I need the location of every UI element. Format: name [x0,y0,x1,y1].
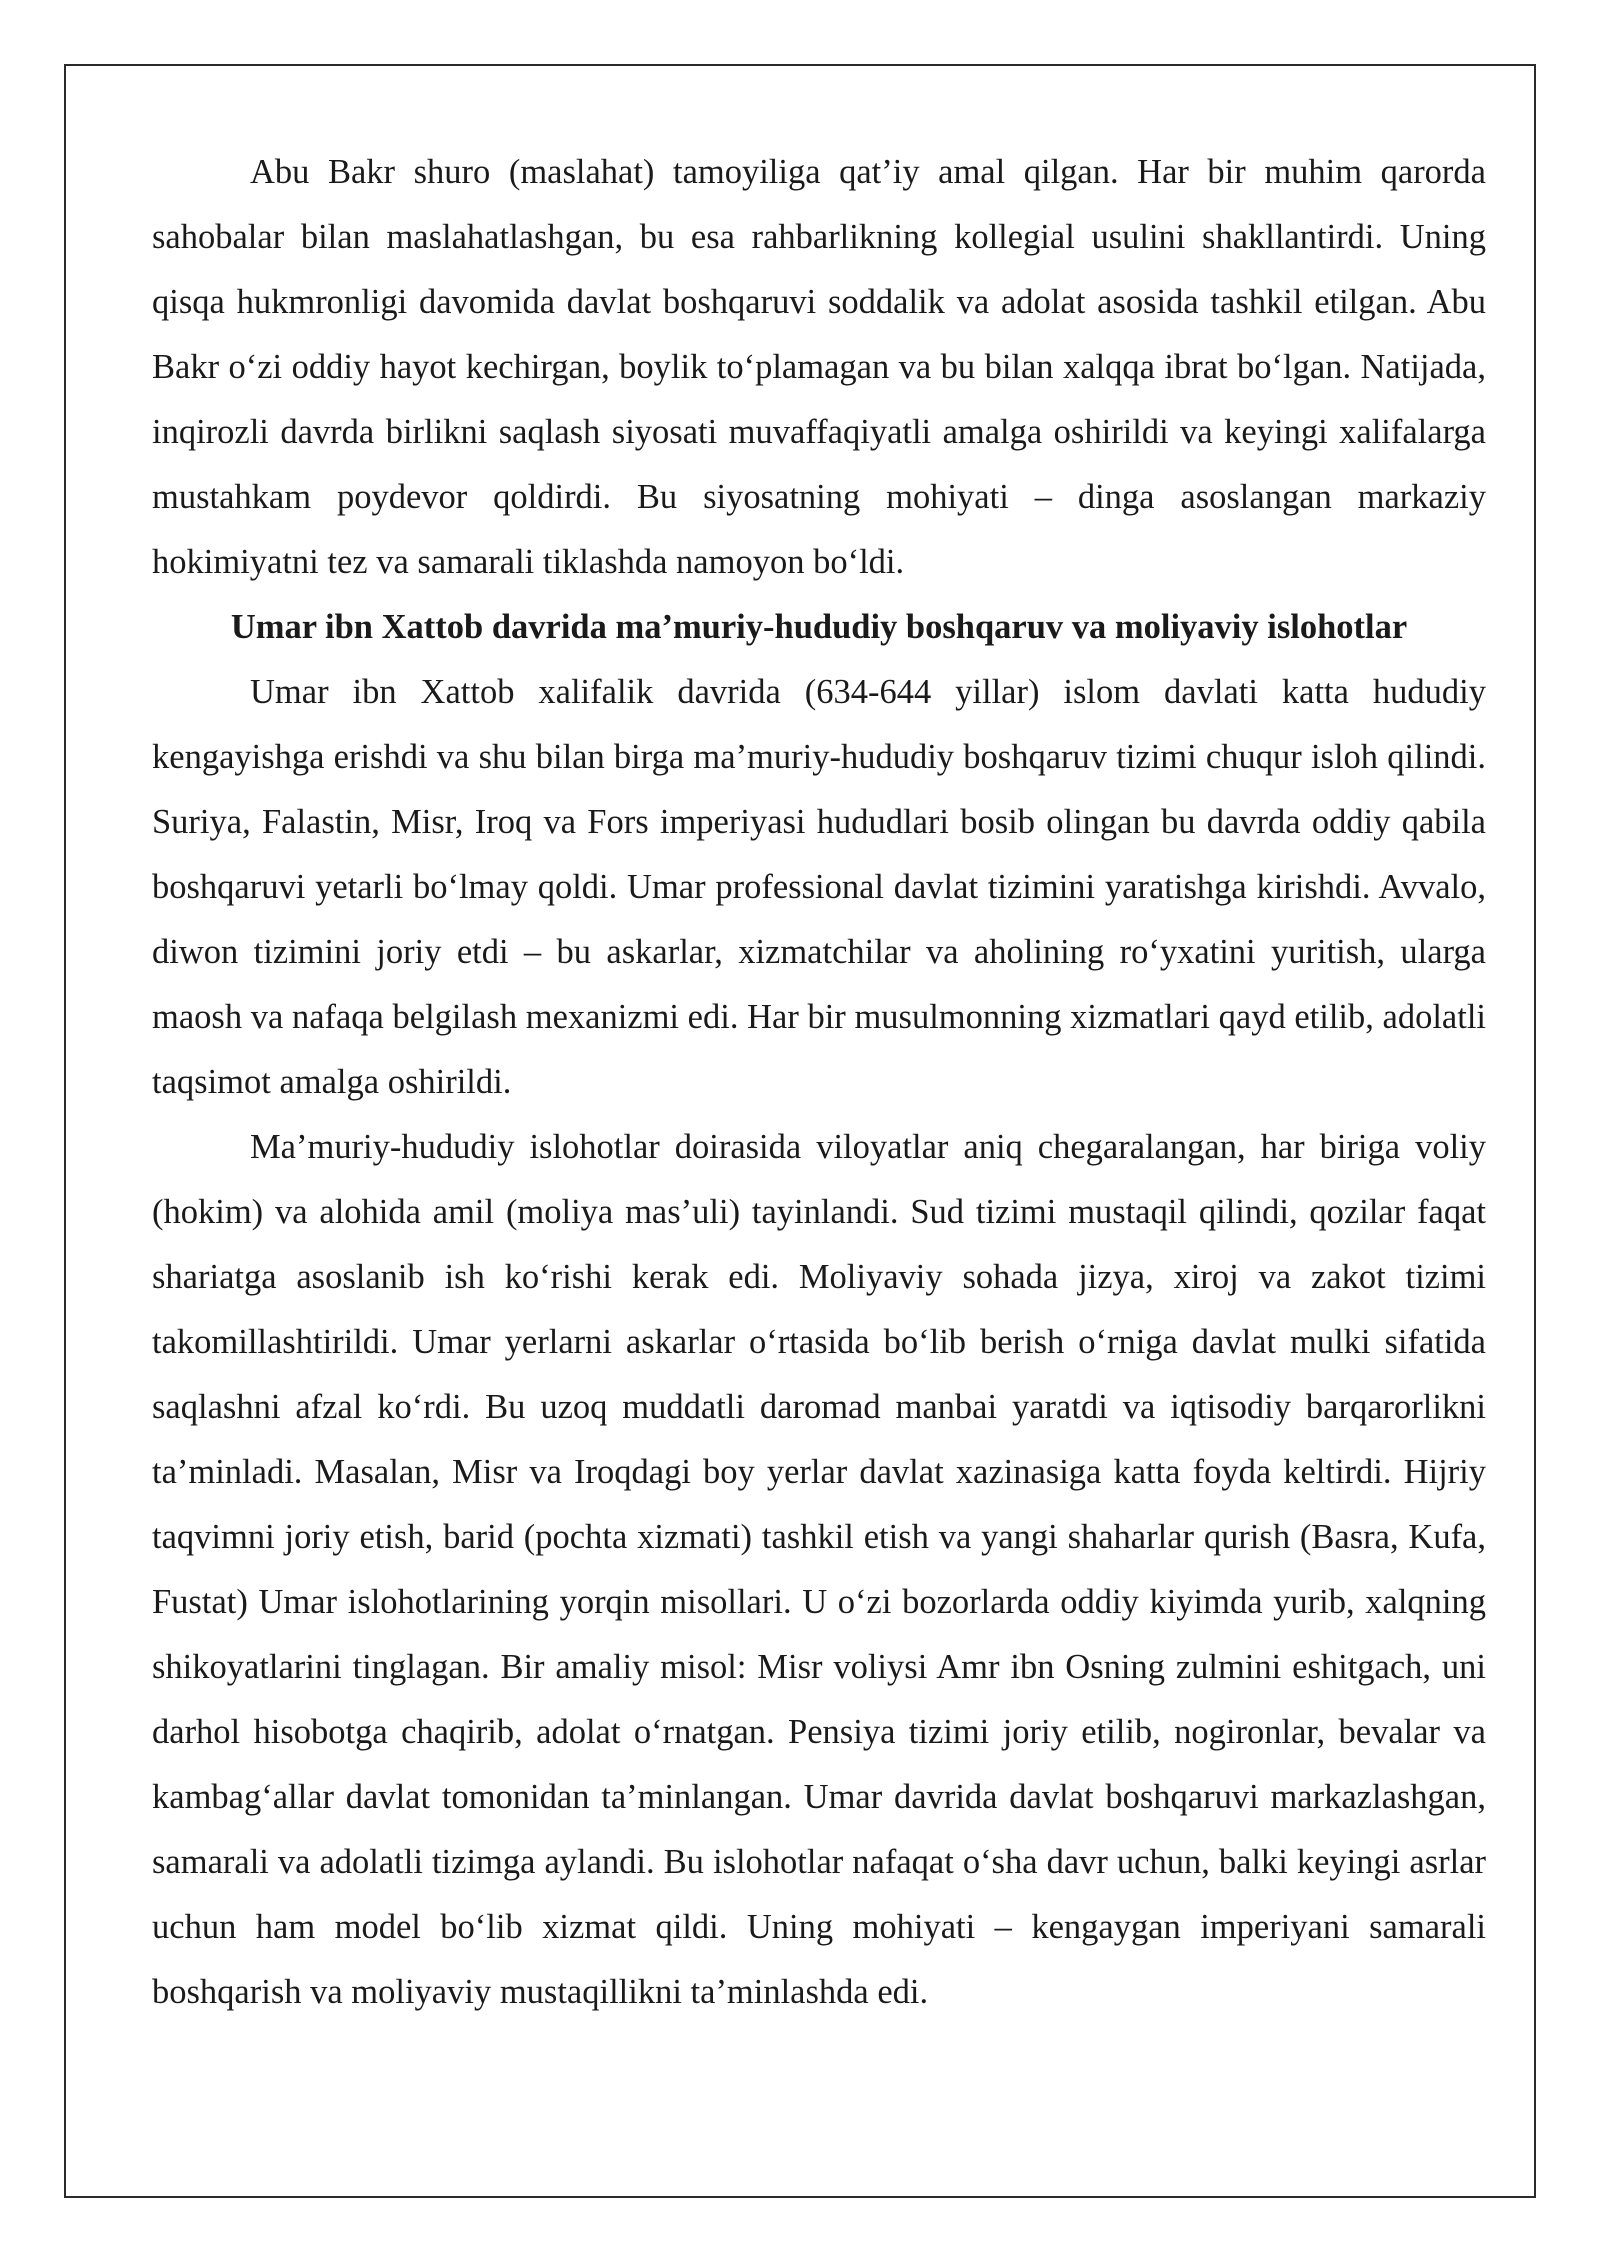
document-body [152,140,1486,2025]
paragraph-umar-intro: Umar ibn Xattob xalifalik davrida (634-644 yillar) islom davlati katta hududiy kengayishga erishdi va shu bilan birga ma’muriy-hududiy boshqaruv tizimi chuqur isloh qilindi. Suriya, Falastin, Misr, Iroq va Fors imperiyasi hududlari bosib olingan bu davrda oddiy qabila boshqaruvi yetarli bo‘lmay qoldi. Umar professional davlat tizimini yaratishga kirishdi. Avvalo, diwon tizimini joriy etdi – bu askarlar, xizmatchilar va aholining ro‘yxatini yuritish, ularga maosh va nafaqa belgilash mexanizmi edi. Har bir musulmonning xizmatlari qayd etilib, adolatli taqsimot amalga oshirildi. [152,673,1486,1101]
paragraph-abu-bakr: Abu Bakr shuro (maslahat) tamoyiliga qat’iy amal qilgan. Har bir muhim qarorda sahobalar bilan maslahatlashgan, bu esa rahbarlikning kollegial usulini shakllantirdi. Uning qisqa hukmronligi davomida davlat boshqaruvi soddalik va adolat asosida tashkil etilgan. Abu Bakr o‘zi oddiy hayot kechirgan, boylik to‘plamagan va bu bilan xalqqa ibrat bo‘lgan. Natijada, inqirozli davrda birlikni saqlash siyosati muvaffaqiyatli amalga oshirildi va keyingi xalifalarga mustahkam poydevor qoldirdi. Bu siyosatning mohiyati – dinga asoslangan markaziy hokimiyatni tez va samarali tiklashda namoyon bo‘ldi. [152,153,1486,581]
section-heading: Umar ibn Xattob davrida ma’muriy-hududiy boshqaruv va moliyaviy islohotlar [230,608,1408,646]
paragraph-umar-reforms: Ma’muriy-hududiy islohotlar doirasida viloyatlar aniq chegaralangan, har biriga voliy (hokim) va alohida amil (moliya mas’uli) tayinlandi. Sud tizimi mustaqil qilindi, qozilar faqat shariatga asoslanib ish ko‘rishi kerak edi. Moliyaviy sohada jizya, xiroj va zakot tizimi takomillashtirildi. Umar yerlarni askarlar o‘rtasida bo‘lib berish o‘rniga davlat mulki sifatida saqlashni afzal ko‘rdi. Bu uzoq muddatli daromad manbai yaratdi va iqtisodiy barqarorlikni ta’minladi. Masalan, Misr va Iroqdagi boy yerlar davlat xazinasiga katta foyda keltirdi. Hijriy taqvimni joriy etish, barid (pochta xizmati) tashkil etish va yangi shaharlar qurish (Basra, Kufa, Fustat) Umar islohotlarining yorqin misollari. U o‘zi bozorlarda oddiy kiyimda yurib, xalqning shikoyatlarini tinglagan. Bir amaliy misol: Misr voliysi Amr ibn Osning zulmini eshitgach, uni darhol hisobotga chaqirib, adolat o‘rnatgan. Pensiya tizimi joriy etilib, nogironlar, bevalar va kambag‘allar davlat tomonidan ta’minlangan. Umar davrida davlat boshqaruvi markazlashgan, samarali va adolatli tizimga aylandi. Bu islohotlar nafaqat o‘sha davr uchun, balki keyingi asrlar uchun ham model bo‘lib xizmat qildi. Uning mohiyati – kengaygan imperiyani samarali boshqarish va moliyaviy mustaqillikni ta’minlashda edi. [152,1128,1486,2011]
